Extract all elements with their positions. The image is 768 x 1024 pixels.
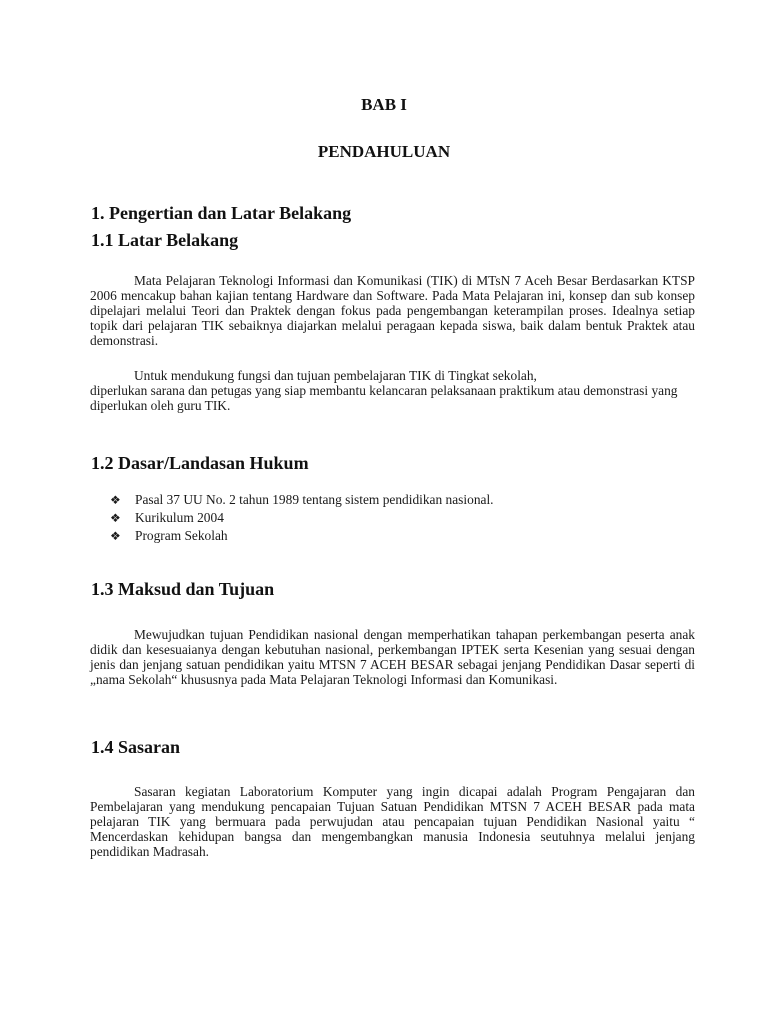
section-1-1-paragraph-2 (90, 368, 695, 413)
diamond-bullet-icon: ❖ (110, 493, 121, 507)
section-1-4-paragraph: Sasaran kegiatan Laboratorium Komputer yang ingin dicapai adalah Program Pengajaran dan Pembelajaran yang mendukung pencapaian Tujuan Satuan Pendidikan MTSN 7 ACEH BESAR pada mata pelajaran TIK yang bermuara pada perwujudan atau pencapaian tujuan Pendidikan Nasional yaitu “ Mencerdaskan kehidupan bangsa dan mengembangkan manusia Indonesia seutuhnya melalui jenjang pendidikan Madrasah. (90, 784, 695, 859)
legal-basis-list (110, 491, 494, 545)
section-1-3-heading: 1.3 Maksud dan Tujuan (91, 579, 275, 599)
section-1-4-heading: 1.4 Sasaran (91, 737, 181, 757)
list-item-text: Pasal 37 UU No. 2 tahun 1989 tentang sistem pendidikan nasional. (135, 492, 494, 507)
chapter-subtitle: PENDAHULUAN (317, 142, 451, 161)
diamond-bullet-icon: ❖ (110, 529, 121, 543)
chapter-title: BAB I (361, 95, 407, 114)
section-1-3-paragraph: Mewujudkan tujuan Pendidikan nasional dengan memperhatikan tahapan perkembangan peserta anak didik dan kesesuaianya dengan kebutuhan nasional, perkembangan IPTEK serta Kesenian yang sesuai dengan jenis dan jenjang satuan pendidikan yaitu MTSN 7 ACEH BESAR sebagai jenjang Pendidikan Dasar seperti di „nama Sekolah“ khususnya pada Mata Pelajaran Teknologi Informasi dan Komunikasi. (90, 627, 695, 687)
diamond-bullet-icon: ❖ (110, 511, 121, 525)
section-1-1-paragraph-1: Mata Pelajaran Teknologi Informasi dan Komunikasi (TIK) di MTsN 7 Aceh Besar Berdasarkan KTSP 2006 mencakup bahan kajian tentang Hardware dan Software. Pada Mata Pelajaran ini, konsep dan sub konsep dipelajari melalui Teori dan Praktek dengan fokus pada pengembangan keterampilan proses. Idealnya setiap topik dari pelajaran TIK sebaiknya diajarkan melalui peragaan kepada siswa, baik dalam bentuk Praktek atau demonstrasi. (90, 273, 695, 348)
list-item (110, 527, 494, 545)
section-1-2-heading: 1.2 Dasar/Landasan Hukum (91, 453, 309, 473)
list-item-text: Kurikulum 2004 (135, 510, 224, 525)
section-1-heading: 1. Pengertian dan Latar Belakang (91, 203, 352, 223)
paragraph-2-rest: diperlukan sarana dan petugas yang siap membantu kelancaran pelaksanaan praktikum atau demonstrasi yang diperlukan oleh guru TIK. (90, 383, 678, 413)
list-item-text: Program Sekolah (135, 528, 228, 543)
list-item (110, 509, 494, 527)
paragraph-2-first-line: Untuk mendukung fungsi dan tujuan pembelajaran TIK di Tingkat sekolah, (134, 368, 537, 383)
list-item (110, 491, 494, 509)
section-1-1-heading: 1.1 Latar Belakang (91, 230, 239, 250)
